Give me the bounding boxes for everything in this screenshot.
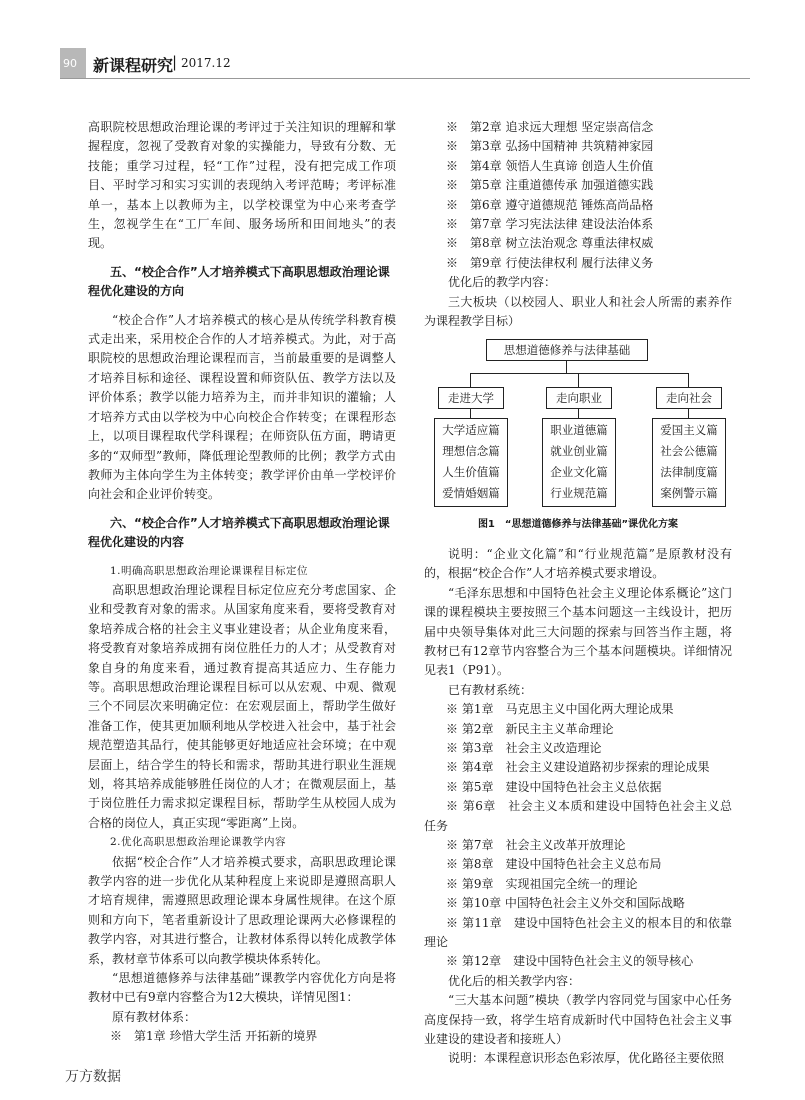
leaf-item: 案例警示篇: [660, 486, 718, 501]
paragraph: 说明：本课程意识形态色彩浓厚，优化路径主要依照: [448, 1051, 725, 1066]
issue-date: 2017.12: [181, 56, 231, 70]
connector: [470, 373, 471, 387]
branch-leaves: [542, 418, 616, 507]
chapter-item: ※ 第2章 新民主主义革命理论: [446, 721, 614, 736]
leaf-item: 企业文化篇: [550, 465, 608, 480]
branch-leaves: [652, 418, 726, 507]
leaf-item: 大学适应篇: [442, 423, 500, 438]
leaf-item: 人生价值篇: [442, 465, 500, 480]
connector: [470, 408, 471, 418]
leaf-item: 爱国主义篇: [660, 423, 718, 438]
header-separator: |: [172, 53, 178, 71]
leaf-item: 法律制度篇: [660, 465, 718, 480]
chapter-item: ※ 第4章 社会主义建设道路初步探索的理论成果: [446, 760, 710, 775]
chapter-item: ※ 第7章 社会主义改革开放理论: [446, 837, 626, 852]
leaf-item: 爱情婚姻篇: [442, 486, 500, 501]
branch-label: 走向职业: [546, 387, 612, 409]
section-heading-5: 五、“校企合作”人才培养模式下高职思想政治理论课程优化建设的方向: [88, 264, 390, 299]
footer-watermark: 万方数据: [65, 1069, 121, 1085]
header-rule: [60, 78, 750, 79]
chapter-item: ※ 第6章 社会主义本质和建设中国特色社会主义总任务: [424, 799, 732, 833]
list-label: 优化后的教学内容：: [448, 275, 557, 290]
journal-title: 新课程研究: [93, 56, 174, 75]
chapter-item: ※ 第6章 遵守道德规范 锤炼高尚品格: [446, 197, 654, 212]
leaf-item: 行业规范篇: [550, 486, 608, 501]
list-label: 已有教材系统：: [448, 682, 533, 697]
chapter-item: ※ 第2章 追求远大理想 坚定崇高信念: [446, 120, 654, 134]
paragraph: “思想道德修养与法律基础”课教学内容优化方向是将教材中已有9章内容整合为12大模块，详情见图1：: [88, 971, 396, 1005]
diagram-root: 思想道德修养与法律基础: [486, 339, 648, 361]
list-label: 原有教材体系：: [112, 1009, 197, 1024]
chapter-item: ※ 第12章 建设中国特色社会主义的领导核心: [446, 954, 694, 969]
section-heading-6: 六、“校企合作”人才培养模式下高职思想政治理论课程优化建设的内容: [88, 515, 390, 550]
paragraph: “三大基本问题”模块（教学内容同党与国家中心任务高度保持一致，将学生培育成新时代中国特色社会主义事业建设的建设者和接班人）: [424, 993, 732, 1047]
connector: [578, 373, 579, 387]
chapter-item: ※ 第5章 注重道德传承 加强道德实践: [446, 178, 654, 193]
chapter-item: ※ 第3章 社会主义改造理论: [446, 740, 602, 755]
page-number: 90: [63, 57, 77, 70]
leaf-item: 职业道德篇: [550, 423, 608, 438]
paragraph: 高职思想政治理论课程目标定位应充分考虑国家、企业和受教育对象的需求。从国家角度来看，要将受教育对象培养成合格的社会主义事业建设者；从企业角度来看，将受教育对象培养成拥有岗位胜任力的人才；从受教育对象自身的角度来看，通过教育提高其适应力、生存能力等。高职思想政治理论课程目标可以从宏观、中观、微观三个不同层次来明确定位：在宏观层面上，帮助学生做好准备工作，使其更加顺利地从学校进入社会中，基于社会规范塑造其品行，使其能够更好地适应社会环境；在中观层面上，结合学生的特长和需求，帮助其进行职业生涯规划，将其培养成能够胜任岗位的人才；在微观层面上，基于岗位胜任力需求拟定课程目标，帮助学生从校园人成为合格的岗位人，真正实现“零距离”上岗。: [88, 582, 396, 830]
course-structure-diagram: [424, 337, 732, 501]
chapter-item: ※ 第1章 马克思主义中国化两大理论成果: [446, 702, 674, 717]
chapter-item: ※ 第8章 树立法治观念 尊重法律权威: [446, 236, 654, 251]
connector: [566, 360, 567, 373]
subheading-2: 2.优化高职思想政治理论课教学内容: [110, 836, 287, 849]
chapter-item: ※ 第11章 建设中国特色社会主义的根本目的和依靠理论: [424, 915, 732, 949]
branch-leaves: [434, 418, 508, 507]
chapter-list-b: [424, 700, 732, 972]
paragraph: “校企合作”人才培养模式的核心是从传统学科教育模式走出来，采用校企合作的人才培养模式。为此，对于高职院校的思想政治理论课程而言，当前最重要的是调整人才培养目标和途径、课程设置和师资队伍、教学方法以及评价体系；教学以能力培养为主，而并非知识的灌输；人才培养方式由以学校为中心向校企合作转变；在课程形态上，以项目课程取代学科课程；在师资队伍方面，聘请更多的“双师型”教师，降低理论型教师的比例；教学方式由教师为主体向学生为主体转变；教学评价由单一学校评价向社会和企业评价转变。: [88, 312, 396, 502]
chapter-item: ※ 第4章 领悟人生真谛 创造人生价值: [446, 158, 654, 173]
chapter-item: ※ 第9章 行使法律权利 履行法律义务: [446, 255, 654, 270]
figure-caption: 图1 “思想道德修养与法律基础”课优化方案: [477, 519, 679, 531]
leaf-item: 社会公德篇: [660, 444, 718, 459]
chapter-item: ※ 第9章 实现祖国完全统一的理论: [446, 876, 638, 891]
leaf-item: 就业创业篇: [550, 444, 608, 459]
branch-label: 走进大学: [438, 387, 504, 409]
chapter-item: ※ 第10章 中国特色社会主义外交和国际战略: [446, 896, 685, 911]
connector: [688, 408, 689, 418]
list-label: 优化后的相关教学内容：: [448, 973, 581, 988]
chapter-item: ※ 第7章 学习宪法法律 建设法治体系: [446, 217, 654, 232]
paragraph: “毛泽东思想和中国特色社会主义理论体系概论”这门课的课程模块主要按照三个基本问题这一主线设计，把历届中央领导集体对此三大问题的探索与回答当作主题，将教材已有12章节内容整合为三个基本问题模块。详细情况见表1（P91）。: [424, 585, 732, 678]
right-column: [424, 118, 732, 1069]
subheading-1: 1.明确高职思想政治理论课课程目标定位: [110, 564, 309, 577]
chapter-item: ※ 第8章 建设中国特色社会主义总布局: [446, 857, 662, 872]
connector: [578, 408, 579, 418]
paragraph: 依据“校企合作”人才培养模式要求，高职思政理论课教学内容的进一步优化从某种程度上来说即是遵照高职人才培育规律，需遵照思政理论课本身属性规律。在这个原则和方向下，笔者重新设计了思政理论课两大必修课程的教学内容，对其进行整合，让教材体系得以转化成教学体系，教材章节体系可以向教学模块体系转化。: [88, 854, 396, 966]
paragraph: 高职院校思想政治理论课的考评过于关注知识的理解和掌握程度，忽视了受教育对象的实操能力，导致有分数、无技能；重学习过程，轻“工作”过程，没有把完成工作项目、平时学习和实习实训的表现纳入考评范畴；考评标准单一，基本上以教师为主，以学校课堂为中心来考查学生，忽视学生在“工厂车间、服务场所和田间地头”的表现。: [88, 120, 396, 251]
chapter-item: ※ 第5章 建设中国特色社会主义总依据: [446, 779, 662, 794]
chapter-item: ※ 第3章 弘扬中国精神 共筑精神家园: [446, 139, 654, 154]
branch-label: 走向社会: [656, 387, 722, 409]
left-column: [88, 118, 396, 1047]
chapter-list-a: [424, 118, 732, 273]
chapter-item: ※ 第1章 珍惜大学生活 开拓新的境界: [110, 1029, 318, 1044]
paragraph: 说明：“企业文化篇”和“行业规范篇”是原教材没有的，根据“校企合作”人才培养模式要求增设。: [424, 546, 732, 581]
leaf-item: 理想信念篇: [442, 444, 500, 459]
paragraph: 三大板块（以校园人、职业人和社会人所需的素养作为课程教学目标）: [424, 294, 732, 329]
connector: [688, 373, 689, 387]
connector: [470, 373, 688, 374]
